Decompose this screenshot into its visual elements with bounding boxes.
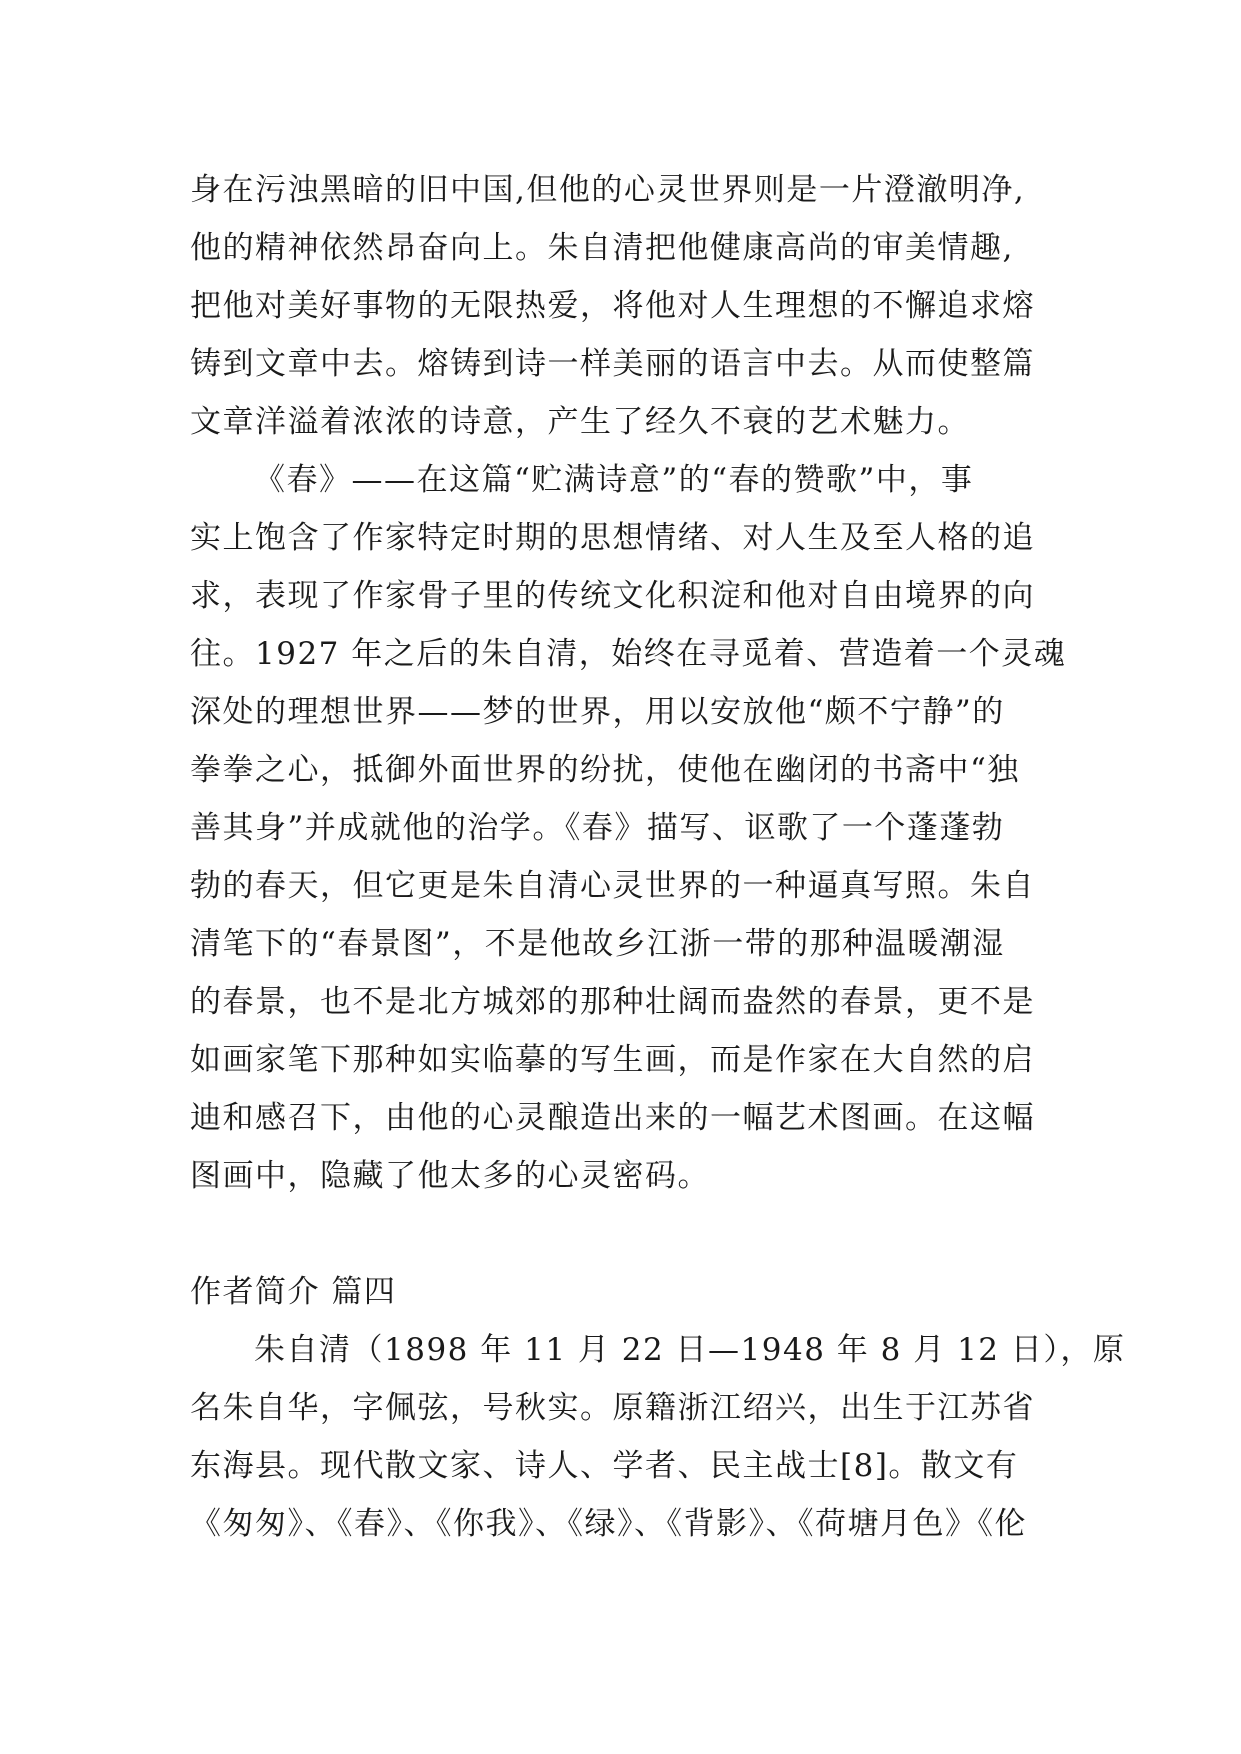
- paragraph-3-line: 朱自清（1898 年 11 月 22 日—1948 年 8 月 12 日），原: [254, 1332, 1126, 1368]
- paragraph-2-line: 深处的理想世界——梦的世界，用以安放他“颇不宁静”的: [190, 694, 1005, 730]
- paragraph-3-line: 名朱自华，字佩弦，号秋实。原籍浙江绍兴，出生于江苏省: [190, 1390, 1035, 1426]
- paragraph-1-line: 文章洋溢着浓浓的诗意，产生了经久不衰的艺术魅力。: [190, 404, 970, 440]
- paragraph-2-line: 勃的春天，但它更是朱自清心灵世界的一种逼真写照。朱自: [190, 868, 1035, 904]
- paragraph-1-line: 身在污浊黑暗的旧中国,但他的心灵世界则是一片澄澈明净,: [190, 172, 1026, 208]
- paragraph-2-line: 《春》——在这篇“贮满诗意”的“春的赞歌”中，事: [254, 462, 974, 498]
- paragraph-2-line: 求，表现了作家骨子里的传统文化积淀和他对自由境界的向: [190, 578, 1035, 614]
- paragraph-2-line: 拳拳之心，抵御外面世界的纷扰，使他在幽闭的书斋中“独: [190, 752, 1020, 788]
- paragraph-2-line: 的春景，也不是北方城郊的那种壮阔而盎然的春景，更不是: [190, 984, 1035, 1020]
- paragraph-1-line: 把他对美好事物的无限热爱，将他对人生理想的不懈追求熔: [190, 288, 1035, 324]
- paragraph-2-line: 图画中，隐藏了他太多的心灵密码。: [190, 1158, 710, 1194]
- paragraph-3-line: 东海县。现代散文家、诗人、学者、民主战士[8]。散文有: [190, 1448, 1019, 1484]
- paragraph-3-line: 《匆匆》、《春》、《你我》、《绿》、《背影》、《荷塘月色》《伦: [190, 1506, 1027, 1542]
- section-heading: 作者简介 篇四: [190, 1274, 397, 1310]
- paragraph-2-line: 善其身”并成就他的治学。《春》描写、讴歌了一个蓬蓬勃: [190, 810, 1005, 846]
- paragraph-2-line: 迪和感召下，由他的心灵酿造出来的一幅艺术图画。在这幅: [190, 1100, 1035, 1136]
- paragraph-2-line: 实上饱含了作家特定时期的思想情绪、对人生及至人格的追: [190, 520, 1035, 556]
- paragraph-2-line: 往。1927 年之后的朱自清，始终在寻觅着、营造着一个灵魂: [190, 636, 1067, 672]
- paragraph-1-line: 铸到文章中去。熔铸到诗一样美丽的语言中去。从而使整篇: [190, 346, 1035, 382]
- paragraph-2-line: 如画家笔下那种如实临摹的写生画，而是作家在大自然的启: [190, 1042, 1035, 1078]
- paragraph-2-line: 清笔下的“春景图”，不是他故乡江浙一带的那种温暖潮湿: [190, 926, 1005, 962]
- paragraph-1-line: 他的精神依然昂奋向上。朱自清把他健康高尚的审美情趣,: [190, 230, 1014, 266]
